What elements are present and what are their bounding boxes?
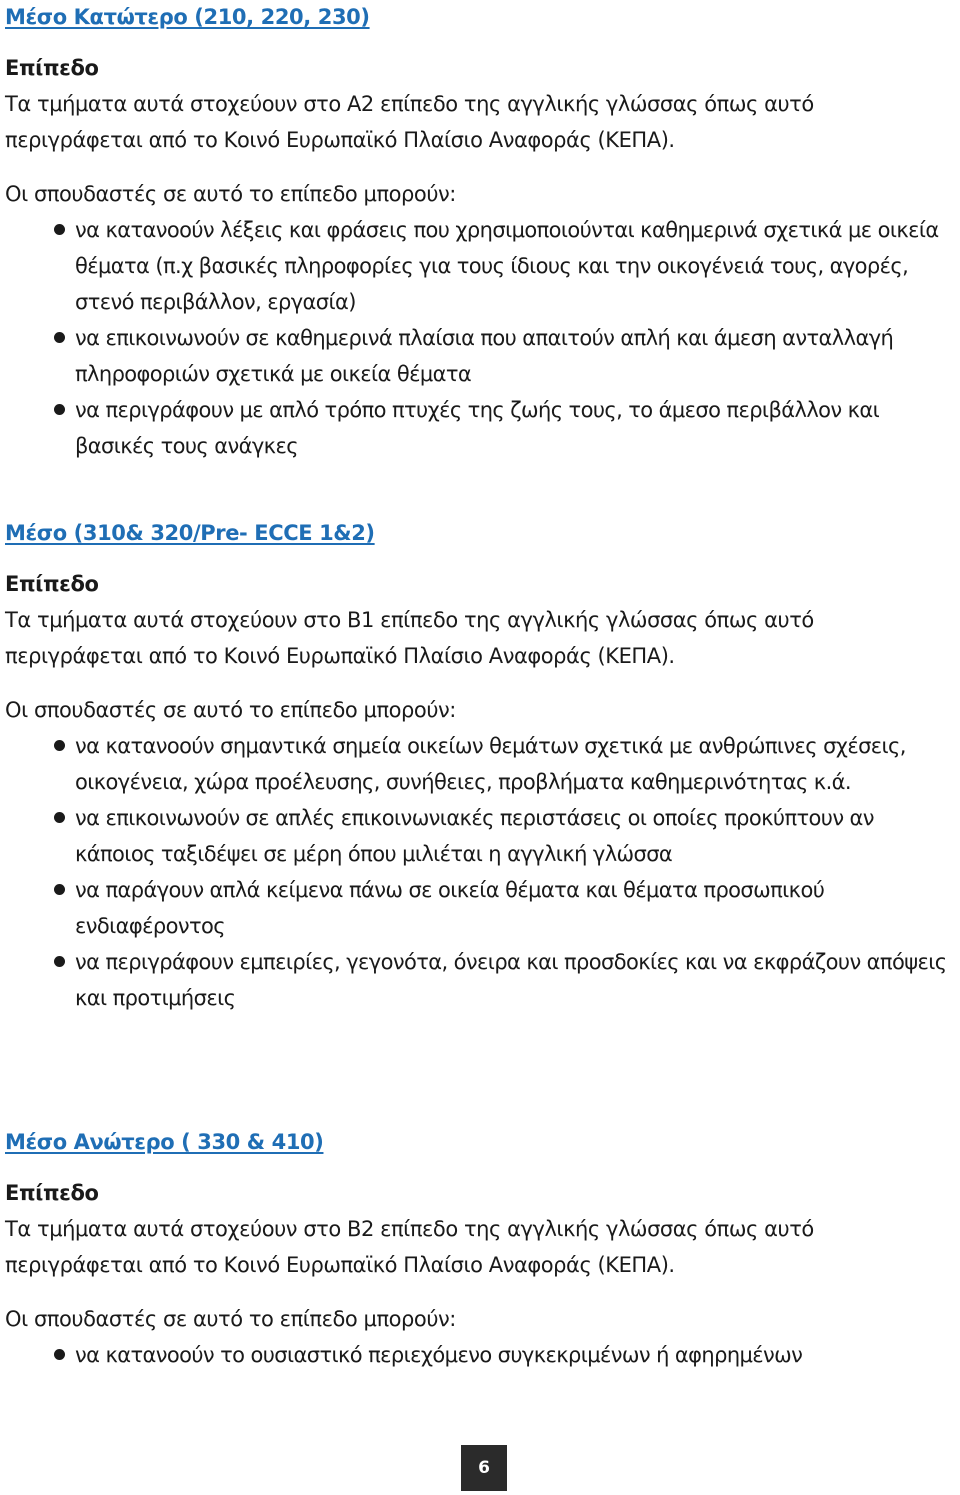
level-description: Τα τμήματα αυτά στοχεύουν στο Α2 επίπεδο της αγγλικής γλώσσας όπως αυτό περιγράφεται από το Κοινό Ευρωπαϊκό Πλαίσιο Αναφοράς (ΚΕΠΑ). <box>5 92 814 152</box>
abilities-intro: Οι σπουδαστές σε αυτό το επίπεδο μπορούν: <box>5 182 456 206</box>
section-intermediate <box>5 518 957 1016</box>
list-item: να κατανοούν σημαντικά σημεία οικείων θεμάτων σχετικά με ανθρώπινες σχέσεις, οικογένεια, χώρα προέλευσης, συνήθειες, προβλήματα καθημερινότητας κ.ά. <box>5 728 957 800</box>
abilities-intro: Οι σπουδαστές σε αυτό το επίπεδο μπορούν: <box>5 698 456 722</box>
section-title: Μέσο Κατώτερο (210, 220, 230) <box>5 5 370 29</box>
bullet-icon <box>54 812 65 823</box>
section-upper-intermediate <box>5 1127 957 1373</box>
page-number: 6 <box>461 1445 507 1491</box>
list-item: να επικοινωνούν σε καθημερινά πλαίσια που απαιτούν απλή και άμεση ανταλλαγή πληροφοριών σχετικά με οικεία θέματα <box>5 320 957 392</box>
bullet-icon <box>54 224 65 235</box>
level-heading: Επίπεδο <box>5 1181 99 1205</box>
abilities-list <box>5 728 957 1016</box>
section-title: Μέσο Ανώτερο ( 330 & 410) <box>5 1130 324 1154</box>
level-heading: Επίπεδο <box>5 56 99 80</box>
bullet-icon <box>54 884 65 895</box>
section-title: Μέσο (310& 320/Pre- ECCE 1&2) <box>5 521 375 545</box>
level-description: Τα τμήματα αυτά στοχεύουν στο Β2 επίπεδο της αγγλικής γλώσσας όπως αυτό περιγράφεται από το Κοινό Ευρωπαϊκό Πλαίσιο Αναφοράς (ΚΕΠΑ). <box>5 1217 814 1277</box>
bullet-icon <box>54 1349 65 1360</box>
list-item: να παράγουν απλά κείμενα πάνω σε οικεία θέματα και θέματα προσωπικού ενδιαφέροντος <box>5 872 957 944</box>
bullet-icon <box>54 332 65 343</box>
bullet-icon <box>54 740 65 751</box>
section-lower-intermediate <box>5 2 957 464</box>
abilities-intro: Οι σπουδαστές σε αυτό το επίπεδο μπορούν: <box>5 1307 456 1331</box>
list-item: να κατανοούν λέξεις και φράσεις που χρησιμοποιούνται καθημερινά σχετικά με οικεία θέματα (π.χ βασικές πληροφορίες για τους ίδιους και την οικογένειά τους, αγορές, στενό περιβάλλον, εργασία) <box>5 212 957 320</box>
bullet-icon <box>54 956 65 967</box>
level-heading: Επίπεδο <box>5 572 99 596</box>
abilities-list <box>5 212 957 464</box>
list-item: να περιγράφουν εμπειρίες, γεγονότα, όνειρα και προσδοκίες και να εκφράζουν απόψεις και προτιμήσεις <box>5 944 957 1016</box>
list-item: να επικοινωνούν σε απλές επικοινωνιακές περιστάσεις οι οποίες προκύπτουν αν κάποιος ταξιδέψει σε μέρη όπου μιλιέται η αγγλική γλώσσα <box>5 800 957 872</box>
level-description: Τα τμήματα αυτά στοχεύουν στο Β1 επίπεδο της αγγλικής γλώσσας όπως αυτό περιγράφεται από το Κοινό Ευρωπαϊκό Πλαίσιο Αναφοράς (ΚΕΠΑ). <box>5 608 814 668</box>
bullet-icon <box>54 404 65 415</box>
list-item: να κατανοούν το ουσιαστικό περιεχόμενο συγκεκριμένων ή αφηρημένων <box>5 1337 957 1373</box>
list-item: να περιγράφουν με απλό τρόπο πτυχές της ζωής τους, το άμεσο περιβάλλον και βασικές τους ανάγκες <box>5 392 957 464</box>
abilities-list <box>5 1337 957 1373</box>
